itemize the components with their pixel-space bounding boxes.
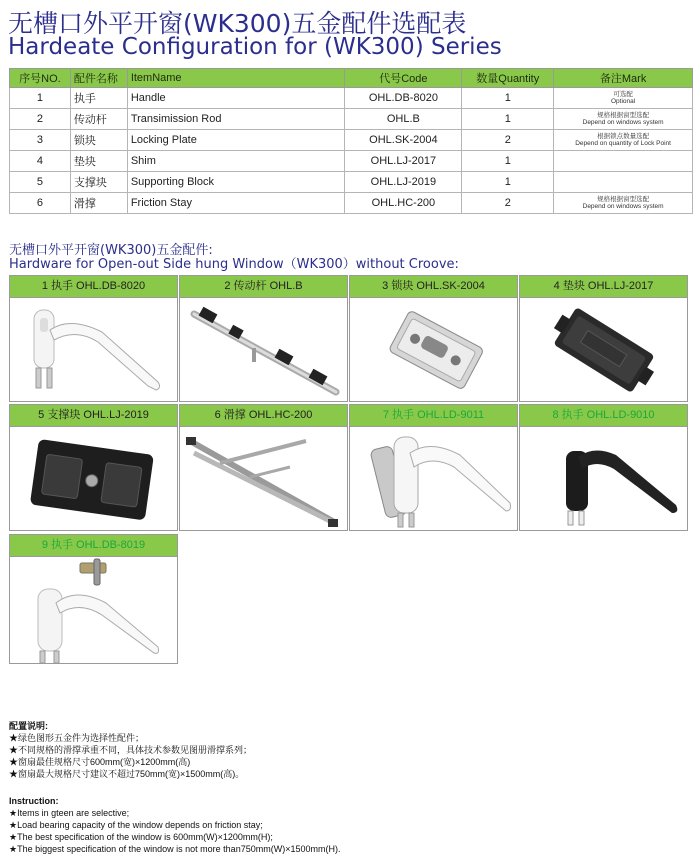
table-row <box>10 88 693 109</box>
white-handle-icon <box>10 298 177 402</box>
row-name-en: Shim <box>127 151 345 172</box>
row-no: 2 <box>10 109 71 130</box>
note-cn-3: ★窗扇最佳规格尺寸600mm(宽)×1200mm(高) <box>9 757 191 767</box>
mark-cn: 规格根据窗型选配 <box>597 196 650 203</box>
row-name-cn: 滑撑 <box>70 193 127 214</box>
note-en-1: ★Items in gteen are selective; <box>9 808 130 818</box>
row-mark <box>554 109 693 130</box>
header-quantity: 数量Quantity <box>462 69 554 88</box>
row-name-en: Friction Stay <box>127 193 345 214</box>
instruction-notes-english <box>9 795 340 855</box>
row-code: OHL.LJ-2017 <box>345 151 462 172</box>
note-en-3: ★The best specification of the window is 600mm(W)×1200mm(H); <box>9 832 273 842</box>
mark-en: Depend on windows system <box>582 119 664 126</box>
row-mark <box>554 88 693 109</box>
part-label: 1 执手 OHL.DB-8020 <box>10 276 177 298</box>
header-name-en: ItemName <box>127 69 345 88</box>
table-row <box>10 130 693 151</box>
row-no: 3 <box>10 130 71 151</box>
note-en-4: ★The biggest specification of the window is not more than750mm(W)×1500mm(H). <box>9 844 341 854</box>
row-no: 5 <box>10 172 71 193</box>
part-label: 6 滑撑 OHL.HC-200 <box>180 405 347 427</box>
row-name-en: Locking Plate <box>127 130 345 151</box>
row-mark <box>554 130 693 151</box>
row-quantity: 2 <box>462 193 554 214</box>
notes-heading-cn: 配置说明: <box>9 721 48 731</box>
row-code: OHL.LJ-2019 <box>345 172 462 193</box>
row-no: 4 <box>10 151 71 172</box>
row-mark <box>554 151 693 172</box>
part-card-shim <box>519 275 688 402</box>
row-no: 6 <box>10 193 71 214</box>
row-quantity: 1 <box>462 151 554 172</box>
note-en-2: ★Load bearing capacity of the window depends on friction stay; <box>9 820 263 830</box>
row-name-cn: 支撑块 <box>70 172 127 193</box>
locking-plate-icon <box>350 298 517 402</box>
supporting-block-icon <box>10 427 177 531</box>
row-name-cn: 传动杆 <box>70 109 127 130</box>
note-cn-2: ★不同规格的滑撑承重不同，具体技术参数见图册滑撑系列； <box>9 745 253 755</box>
header-code: 代号Code <box>345 69 462 88</box>
header-name-cn: 配件名称 <box>70 69 127 88</box>
section-title-chinese: 无槽口外平开窗(WK300)五金配件: <box>9 243 213 258</box>
row-code: OHL.DB-8020 <box>345 88 462 109</box>
table-row <box>10 109 693 130</box>
part-label: 5 支撑块 OHL.LJ-2019 <box>10 405 177 427</box>
row-code: OHL.SK-2004 <box>345 130 462 151</box>
row-name-cn: 执手 <box>70 88 127 109</box>
row-quantity: 2 <box>462 130 554 151</box>
part-card-handle-db8019 <box>9 534 178 664</box>
mark-cn: 可选配 <box>613 91 633 98</box>
part-card-friction-stay <box>179 404 348 531</box>
note-cn-4: ★窗扇最大规格尺寸建议不超过750mm(宽)×1500mm(高)。 <box>9 769 245 779</box>
row-quantity: 1 <box>462 88 554 109</box>
part-label-selective: 9 执手 OHL.DB-8019 <box>10 535 177 557</box>
table-row <box>10 151 693 172</box>
part-label-selective: 7 执手 OHL.LD-9011 <box>350 405 517 427</box>
notes-heading-en: Instruction: <box>9 796 59 806</box>
row-code: OHL.B <box>345 109 462 130</box>
mark-en: Depend on quantity of Lock Point <box>575 140 671 147</box>
mark-cn: 规格根据窗型选配 <box>597 112 650 119</box>
part-label: 4 垫块 OHL.LJ-2017 <box>520 276 687 298</box>
row-quantity: 1 <box>462 109 554 130</box>
configuration-table <box>9 68 693 214</box>
row-code: OHL.HC-200 <box>345 193 462 214</box>
part-card-transmission-rod <box>179 275 348 402</box>
black-handle-icon <box>520 427 687 531</box>
table-row <box>10 193 693 214</box>
part-card-handle <box>9 275 178 402</box>
mark-en: Optional <box>610 98 636 105</box>
shim-icon <box>520 298 687 402</box>
part-card-locking-plate <box>349 275 518 402</box>
header-no: 序号NO. <box>10 69 71 88</box>
note-cn-1: ★绿色图形五金件为选择性配件； <box>9 733 145 743</box>
row-mark <box>554 193 693 214</box>
row-name-en: Handle <box>127 88 345 109</box>
key-handle-icon <box>10 557 177 664</box>
header-mark: 备注Mark <box>554 69 693 88</box>
row-name-en: Transimission Rod <box>127 109 345 130</box>
part-card-supporting-block <box>9 404 178 531</box>
row-quantity: 1 <box>462 172 554 193</box>
row-name-cn: 锁块 <box>70 130 127 151</box>
part-label: 3 锁块 OHL.SK-2004 <box>350 276 517 298</box>
part-card-handle-ld9011 <box>349 404 518 531</box>
title-chinese: 无槽口外平开窗(WK300)五金配件选配表 <box>8 9 467 38</box>
row-name-cn: 垫块 <box>70 151 127 172</box>
transmission-rod-icon <box>180 298 347 402</box>
white-handle-icon <box>350 427 517 531</box>
friction-stay-icon <box>180 427 347 531</box>
row-mark <box>554 172 693 193</box>
table-header-row <box>10 69 693 88</box>
table-row <box>10 172 693 193</box>
title-english: Hardeate Configuration for (WK300) Series <box>8 34 502 60</box>
section-title-english: Hardware for Open-out Side hung Window（WK300）without Croove: <box>9 257 459 272</box>
configuration-notes-chinese <box>9 720 252 780</box>
mark-en: Depend on windows system <box>582 203 664 210</box>
mark-cn: 根据锁点数量选配 <box>597 133 650 140</box>
row-name-en: Supporting Block <box>127 172 345 193</box>
row-no: 1 <box>10 88 71 109</box>
part-label-selective: 8 执手 OHL.LD-9010 <box>520 405 687 427</box>
part-label: 2 传动杆 OHL.B <box>180 276 347 298</box>
part-card-handle-ld9010 <box>519 404 688 531</box>
